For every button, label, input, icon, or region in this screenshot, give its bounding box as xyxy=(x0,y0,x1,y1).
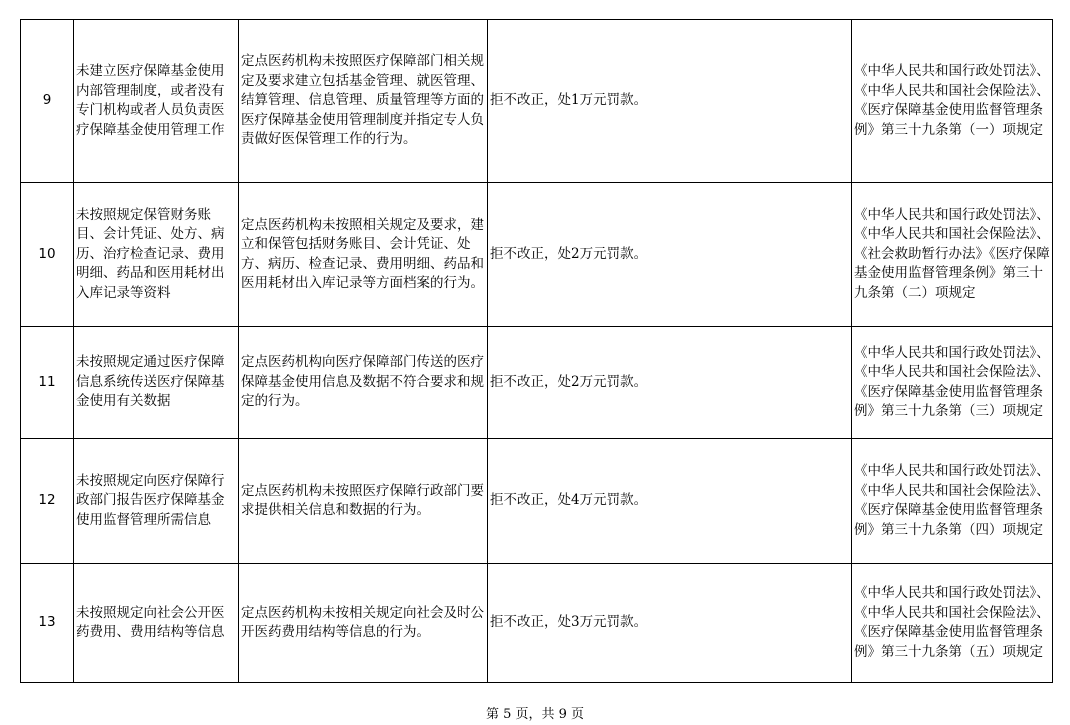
legal-basis-cell: 《中华人民共和国行政处罚法》、《中华人民共和国社会保险法》、《医疗保障基金使用监督管理条例》第三十九条第（四）项规定 xyxy=(852,439,1053,564)
violation-item-cell: 未按照规定向社会公开医药费用、费用结构等信息 xyxy=(74,564,239,683)
violation-description-cell: 定点医药机构未按照相关规定及要求，建立和保管包括财务账目、会计凭证、处方、病历、检查记录、费用明细、药品和医用耗材出入库记录等方面档案的行为。 xyxy=(239,183,488,327)
table-row xyxy=(21,183,1053,327)
table-row xyxy=(21,564,1053,683)
violation-item-cell: 未建立医疗保障基金使用内部管理制度，或者没有专门机构或者人员负责医疗保障基金使用管理工作 xyxy=(74,20,239,183)
table-row xyxy=(21,327,1053,439)
penalty-cell: 拒不改正，处1万元罚款。 xyxy=(488,20,852,183)
row-number-cell: 9 xyxy=(21,20,74,183)
violation-description-cell: 定点医药机构未按照医疗保障部门相关规定及要求建立包括基金管理、就医管理、结算管理、信息管理、质量管理等方面的医疗保障基金使用管理制度并指定专人负责做好医保管理工作的行为。 xyxy=(239,20,488,183)
row-number-cell: 11 xyxy=(21,327,74,439)
violation-item-cell: 未按照规定保管财务账目、会计凭证、处方、病历、治疗检查记录、费用明细、药品和医用耗材出入库记录等资料 xyxy=(74,183,239,327)
penalty-table xyxy=(20,19,1053,683)
violation-item-cell: 未按照规定向医疗保障行政部门报告医疗保障基金使用监督管理所需信息 xyxy=(74,439,239,564)
page-number-footer: 第 5 页，共 9 页 xyxy=(485,707,585,722)
table-row xyxy=(21,439,1053,564)
violation-description-cell: 定点医药机构未按相关规定向社会及时公开医药费用结构等信息的行为。 xyxy=(239,564,488,683)
row-number-cell: 10 xyxy=(21,183,74,327)
legal-basis-cell: 《中华人民共和国行政处罚法》、《中华人民共和国社会保险法》、《社会救助暂行办法》《医疗保障基金使用监督管理条例》第三十九条第（二）项规定 xyxy=(852,183,1053,327)
penalty-cell: 拒不改正，处2万元罚款。 xyxy=(488,327,852,439)
table-row xyxy=(21,20,1053,183)
legal-basis-cell: 《中华人民共和国行政处罚法》、《中华人民共和国社会保险法》、《医疗保障基金使用监督管理条例》第三十九条第（三）项规定 xyxy=(852,327,1053,439)
legal-basis-cell: 《中华人民共和国行政处罚法》、《中华人民共和国社会保险法》、《医疗保障基金使用监督管理条例》第三十九条第（一）项规定 xyxy=(852,20,1053,183)
penalty-cell: 拒不改正，处2万元罚款。 xyxy=(488,183,852,327)
penalty-cell: 拒不改正，处3万元罚款。 xyxy=(488,564,852,683)
violation-description-cell: 定点医药机构未按照医疗保障行政部门要求提供相关信息和数据的行为。 xyxy=(239,439,488,564)
row-number-cell: 13 xyxy=(21,564,74,683)
row-number-cell: 12 xyxy=(21,439,74,564)
violation-description-cell: 定点医药机构向医疗保障部门传送的医疗保障基金使用信息及数据不符合要求和规定的行为。 xyxy=(239,327,488,439)
legal-basis-cell: 《中华人民共和国行政处罚法》、《中华人民共和国社会保险法》、《医疗保障基金使用监督管理条例》第三十九条第（五）项规定 xyxy=(852,564,1053,683)
violation-item-cell: 未按照规定通过医疗保障信息系统传送医疗保障基金使用有关数据 xyxy=(74,327,239,439)
penalty-cell: 拒不改正，处4万元罚款。 xyxy=(488,439,852,564)
